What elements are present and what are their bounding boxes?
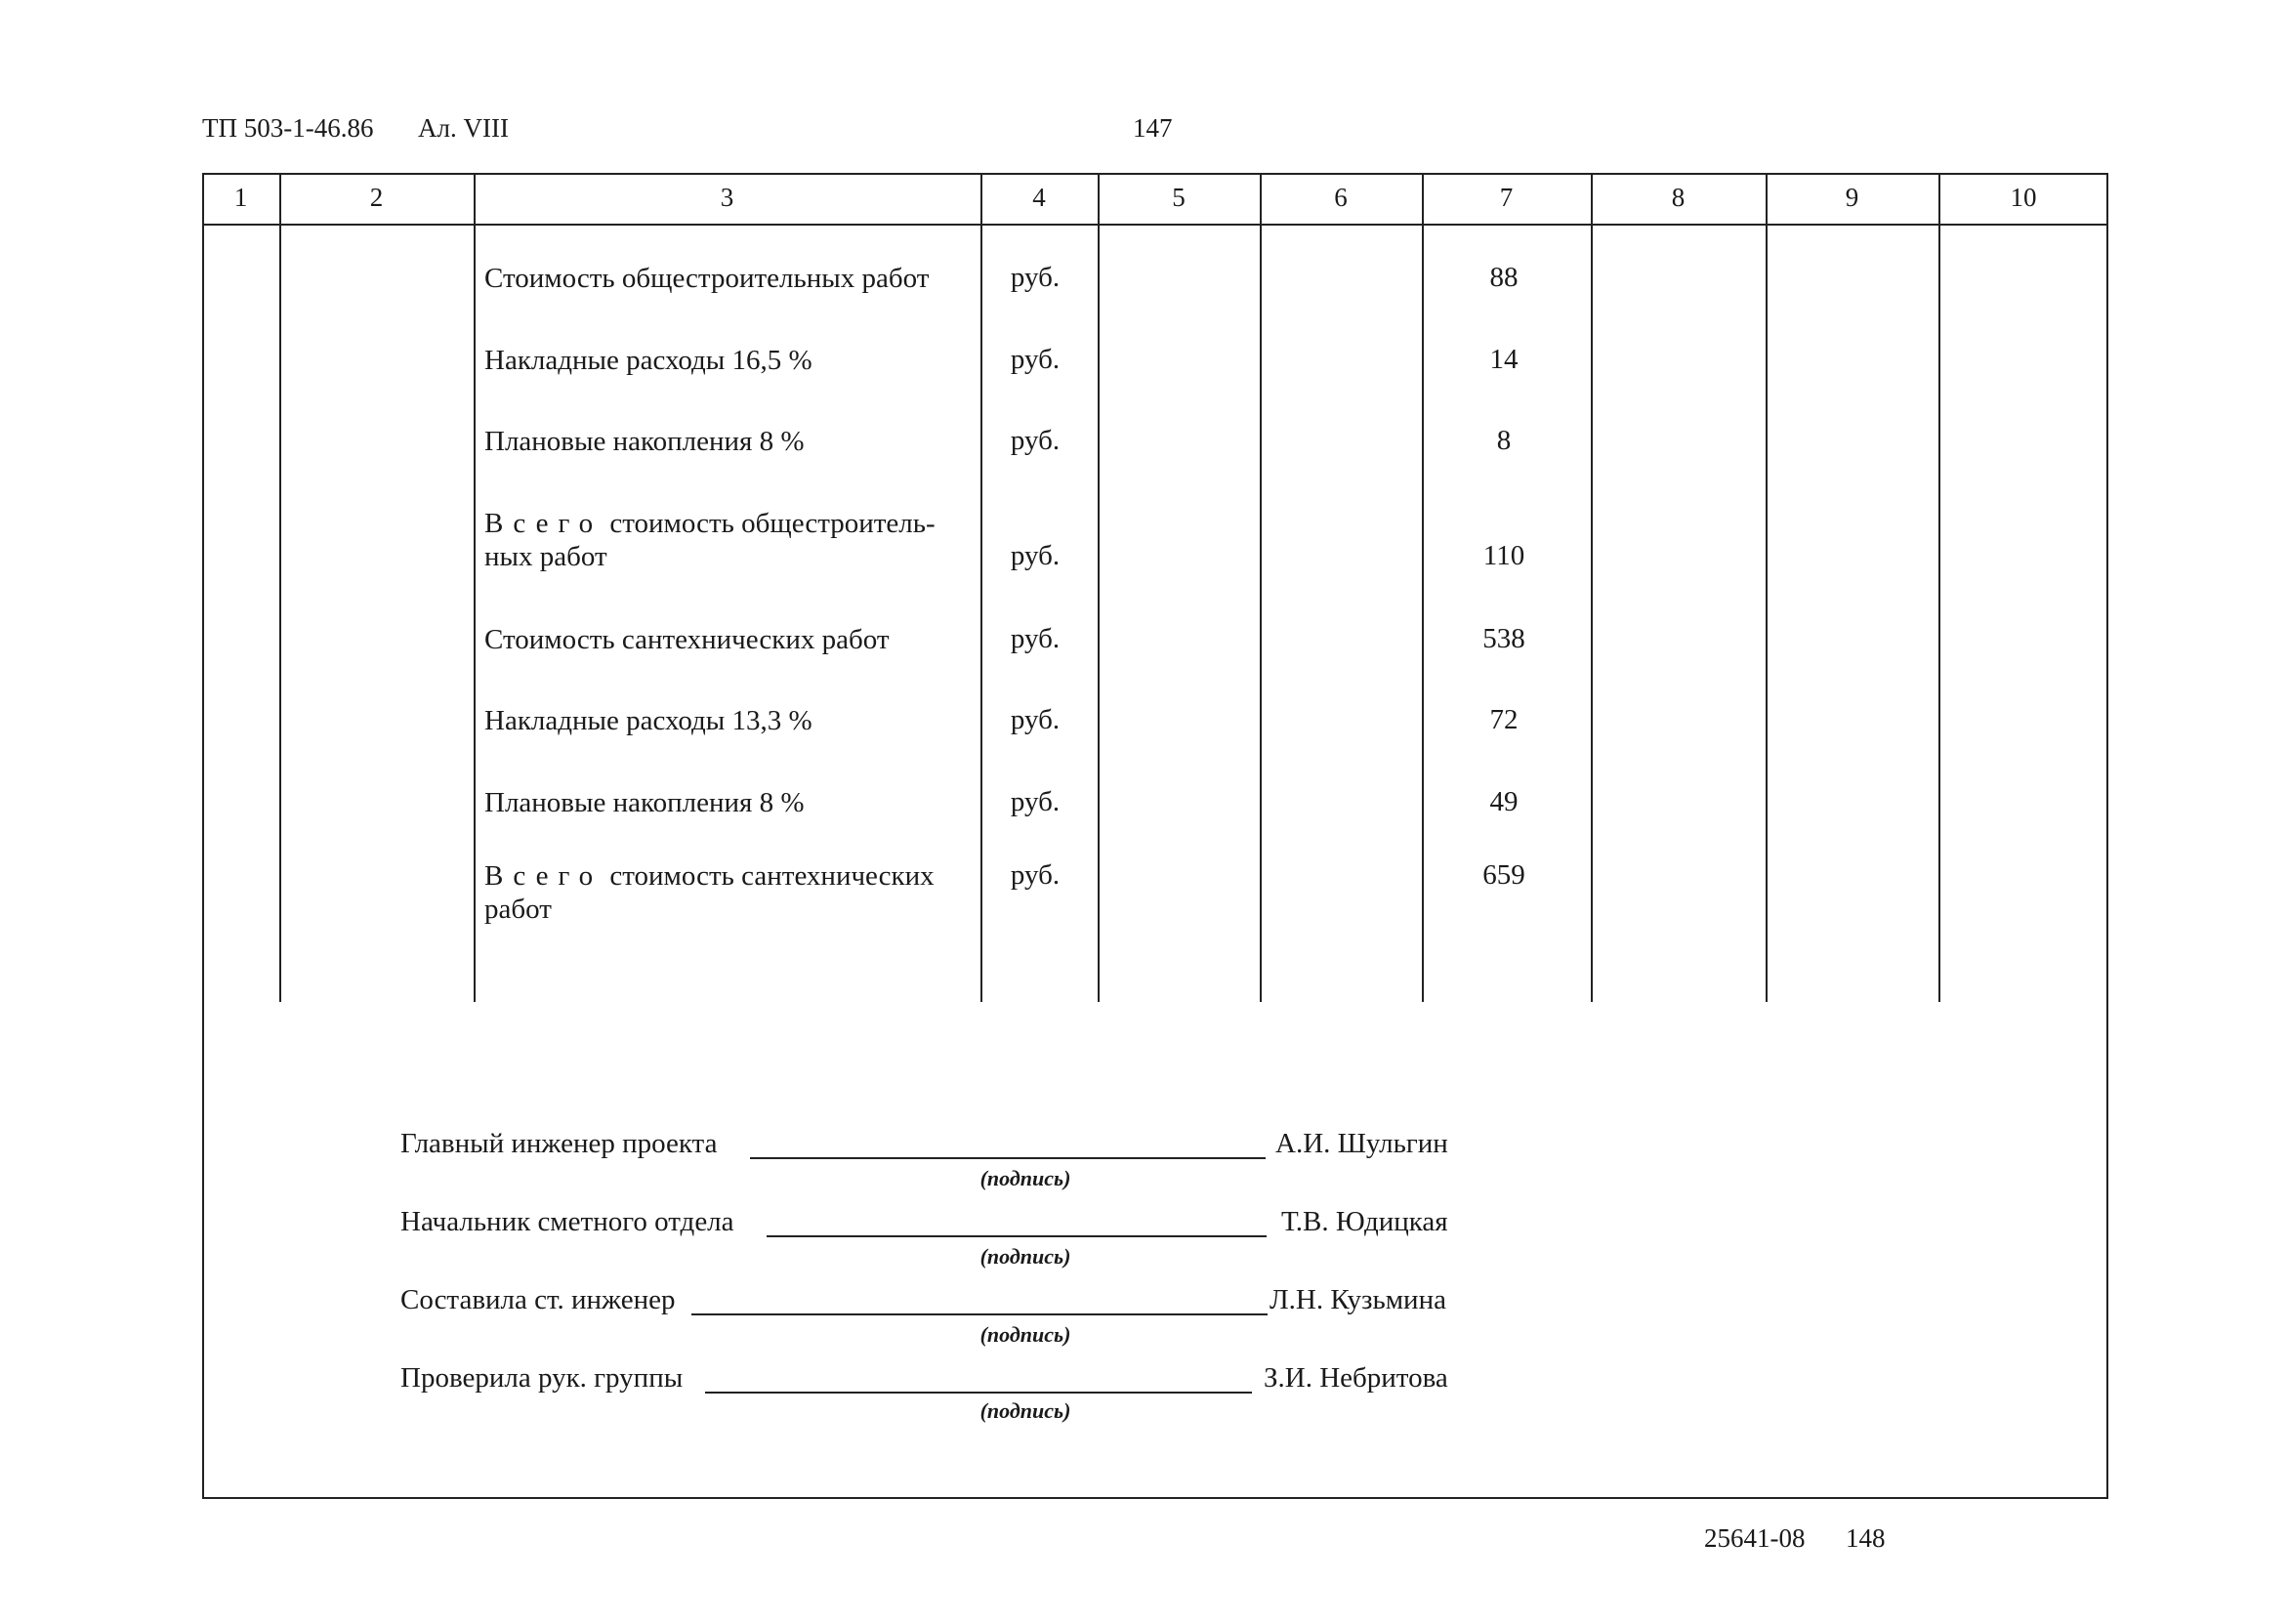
- signature-caption: (подпись): [979, 1322, 1071, 1347]
- page-number: 147: [1133, 113, 1173, 143]
- signature-line: [691, 1313, 1268, 1315]
- row-value: 8: [1496, 425, 1512, 456]
- column-number: 8: [1671, 183, 1686, 212]
- column-number: 3: [720, 183, 734, 212]
- header-row-divider: [202, 224, 2108, 226]
- signature-caption: (подпись): [979, 1398, 1071, 1423]
- row-description: Стоимость сантехнических работ: [484, 624, 890, 655]
- column-number: 7: [1499, 183, 1514, 212]
- row-description: [484, 507, 936, 540]
- row-description-text: стоимость сантехнических: [609, 860, 935, 892]
- row-description: Накладные расходы 16,5 %: [484, 345, 812, 376]
- column-number: 1: [233, 183, 248, 212]
- sheet-number: 148: [1846, 1523, 1886, 1553]
- row-value: 88: [1489, 262, 1519, 293]
- row-value: 14: [1489, 344, 1519, 375]
- row-unit: руб.: [1010, 425, 1061, 456]
- column-number: 4: [1032, 183, 1046, 212]
- column-number: 10: [2010, 183, 2037, 212]
- column-number: 9: [1845, 183, 1859, 212]
- signature-role: Начальник сметного отдела: [400, 1206, 734, 1237]
- row-description-emphasis: Всего: [484, 860, 604, 892]
- column-number: 5: [1172, 183, 1186, 212]
- row-description-text: стоимость общестроитель-: [609, 508, 936, 539]
- signature-name: З.И. Небритова: [1264, 1362, 1448, 1394]
- row-value: 110: [1482, 540, 1525, 571]
- signature-name: Л.Н. Кузьмина: [1270, 1284, 1446, 1315]
- row-description: Накладные расходы 13,3 %: [484, 705, 812, 736]
- signature-caption: (подпись): [979, 1166, 1071, 1190]
- row-description: Плановые накопления 8 %: [484, 426, 805, 457]
- row-description-line2: работ: [484, 894, 552, 925]
- row-description-emphasis: Всего: [484, 508, 604, 539]
- row-unit: руб.: [1010, 344, 1061, 375]
- row-description: [484, 859, 935, 893]
- row-value: 49: [1489, 786, 1519, 817]
- row-unit: руб.: [1010, 859, 1061, 891]
- signature-role: Проверила рук. группы: [400, 1362, 684, 1394]
- sheet-code: 25641-08: [1704, 1523, 1806, 1553]
- row-value: 659: [1482, 859, 1525, 891]
- column-number: 6: [1334, 183, 1348, 212]
- signature-name: А.И. Шульгин: [1275, 1128, 1448, 1159]
- signature-line: [705, 1392, 1252, 1394]
- row-value: 538: [1482, 623, 1525, 654]
- signature-line: [767, 1235, 1267, 1237]
- signature-caption: (подпись): [979, 1244, 1071, 1269]
- signature-name: Т.В. Юдицкая: [1281, 1206, 1448, 1237]
- row-unit: руб.: [1010, 623, 1061, 654]
- row-unit: руб.: [1010, 704, 1061, 735]
- row-unit: руб.: [1010, 786, 1061, 817]
- document-code: ТП 503-1-46.86: [202, 113, 374, 143]
- album-number: Ал. VIII: [418, 113, 509, 143]
- row-value: 72: [1489, 704, 1519, 735]
- row-description: Плановые накопления 8 %: [484, 787, 805, 818]
- column-number: 2: [369, 183, 384, 212]
- row-description: Стоимость общестроительных работ: [484, 263, 930, 294]
- row-unit: руб.: [1010, 540, 1061, 571]
- signature-role: Главный инженер проекта: [400, 1128, 718, 1159]
- row-unit: руб.: [1010, 262, 1061, 293]
- row-description-line2: ных работ: [484, 541, 607, 572]
- signature-role: Составила ст. инженер: [400, 1284, 676, 1315]
- signature-line: [750, 1157, 1266, 1159]
